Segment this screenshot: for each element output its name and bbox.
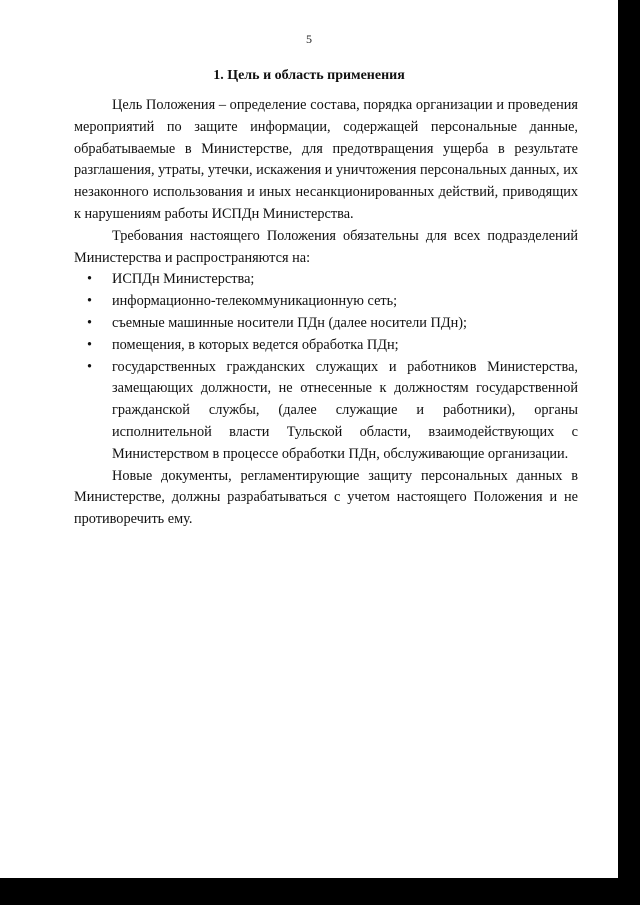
list-item-text: помещения, в которых ведется обработка ПДн; bbox=[112, 336, 399, 353]
list-item bbox=[74, 357, 578, 466]
bullet-icon: • bbox=[87, 293, 93, 310]
bullet-icon: • bbox=[87, 358, 93, 375]
list-item bbox=[74, 269, 578, 291]
section-heading: 1. Цель и область применения bbox=[213, 68, 405, 83]
document-body bbox=[74, 95, 578, 531]
list-item-text: ИСПДн Министерства; bbox=[112, 271, 255, 288]
list-item-text: съемные машинные носители ПДн (далее носители ПДн); bbox=[112, 314, 467, 331]
paragraph-scope: Требования настоящего Положения обязательны для всех подразделений Министерства и распространяются на: bbox=[74, 227, 578, 266]
scope-list bbox=[74, 269, 578, 465]
list-item bbox=[74, 335, 578, 357]
paragraph-new-documents: Новые документы, регламентирующие защиту персональных данных в Министерстве, должны разрабатываться с учетом настоящего Положения и не противоречить ему. bbox=[74, 467, 578, 528]
page-number: 5 bbox=[306, 32, 312, 46]
list-item-text: информационно-телекоммуникационную сеть; bbox=[112, 293, 398, 310]
bullet-icon: • bbox=[87, 271, 93, 288]
bullet-icon: • bbox=[87, 314, 93, 331]
bullet-icon: • bbox=[87, 336, 93, 353]
paragraph-purpose: Цель Положения – определение состава, порядка организации и проведения мероприятий по защите информации, содержащей персональные данные, обрабатываемые в Министерстве, для предотвращения ущерба в результате разглашения, утраты, утечки, искажения и уничтожения персональных данных, их незаконного использования и иных несанкционированных действий, приводящих к нарушениям работы ИСПДн Министерства. bbox=[74, 97, 578, 222]
list-item bbox=[74, 291, 578, 313]
list-item-text: государственных гражданских служащих и работников Министерства, замещающих должности, не отнесенные к должностям государственной гражданской службы, (далее служащие и работники), органы исполнительной власти Тульской области, взаимодействующих с Министерством в процессе обработки ПДн, обслуживающие организации. bbox=[112, 358, 578, 462]
list-item bbox=[74, 313, 578, 335]
